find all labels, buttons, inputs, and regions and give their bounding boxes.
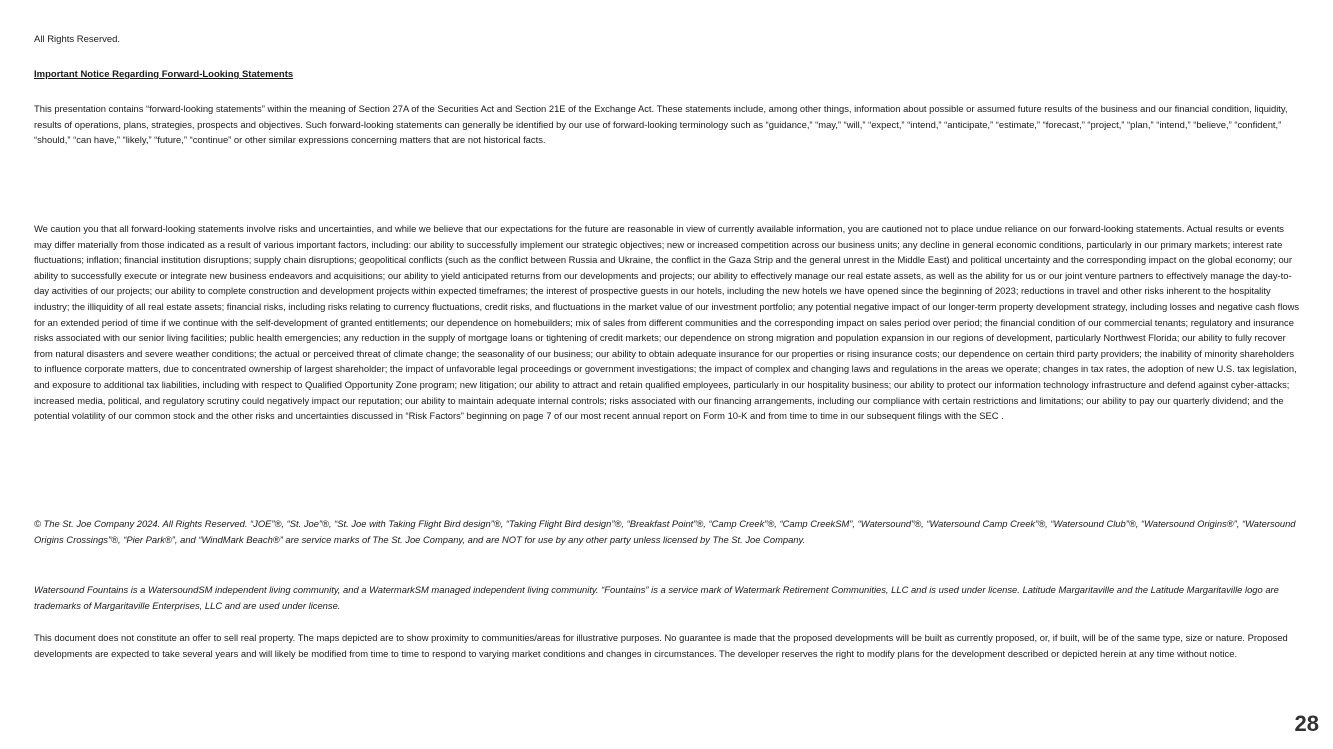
fountains-license-paragraph: Watersound Fountains is a WatersoundSM independent living community, and a WatermarkSM managed independent living community. “Fountains” is a service mark of Watermark Retirement Communities, LLC and is used under license. Latitude Margaritaville and the Latitude Margaritaville logo are trademarks of Margaritaville Enterprises, LLC and are used under license. [34,584,1279,611]
rights-reserved-text: All Rights Reserved. [34,34,121,45]
disclaimer-paragraph: This document does not constitute an offer to sell real property. The maps depicted are to show proximity to communities/areas for illustrative purposes. No guarantee is made that the proposed developments will be built as currently proposed, or, if built, will be of the same type, size or nature. Proposed developments are expected to take several years and will likely be modified from time to time to respond to varying market conditions and changes in circumstances. The developer reserves the right to modify plans for the development described or depicted herein at any time without notice. [34,632,1288,659]
page-number: 28 [1294,711,1319,736]
forward-looking-paragraph: This presentation contains “forward-looking statements” within the meaning of Section 27A of the Securities Act and Section 21E of the Exchange Act. These statements include, among other things, information about possible or assumed future results of the business and our financial condition, liquidity, results of operations, plans, strategies, prospects and objectives. Such forward-looking statements can generally be identified by our use of forward-looking terminology such as “guidance,” “may,” “will,” “expect,” “intend,” “anticipate,” “estimate,” “forecast,” “project,” “plan,” “intend,” “believe,” “confident,” “should,” “can have,” “likely,” “future,” “continue” or other similar expressions concerning matters that are not historical facts. [34,103,1288,146]
forward-looking-heading: Important Notice Regarding Forward-Looking Statements [34,69,294,80]
risks-paragraph: We caution you that all forward-looking statements involve risks and uncertainties, and while we believe that our expectations for the future are reasonable in view of currently available information, you are cautioned not to place undue reliance on our forward-looking statements. Actual results or events may differ materially from those indicated as a result of various important factors, including: our ability to successfully implement our strategic objectives; new or increased competition across our business units; any decline in general economic conditions, particularly in our primary markets; interest rate fluctuations; inflation; financial institution disruptions; supply chain disruptions; geopolitical conflicts (such as the conflict between Russia and Ukraine, the conflict in the Gaza Strip and the general unrest in the Middle East) and political uncertainty and the corresponding impact on the global economy; our ability to successfully execute or integrate new business endeavors and acquisitions; our ability to yield anticipated returns from our developments and projects; our ability to effectively manage our real estate assets, as well as the ability for us or our joint venture partners to effectively manage the day-to-day activities of our projects; our ability to complete construction and development projects within expected timeframes; the interest of prospective guests in our hotels, including the new hotels we have opened since the beginning of 2023; reductions in travel and other risks inherent to the hospitality industry; the illiquidity of all real estate assets; financial risks, including risks relating to currency fluctuations, credit risks, and fluctuations in the market value of our investment portfolio; any potential negative impact of our longer-term property development strategy, including losses and negative cash flows for an extended period of time if we continue with the self-development of granted entitlements; our dependence on homebuilders; mix of sales from different communities and the corresponding impact on sales period over period; the financial condition of our commercial tenants; regulatory and insurance risks associated with our senior living facilities; public health emergencies; any reduction in the supply of mortgage loans or tightening of credit markets; our dependence on strong migration and population expansion in our regions of development, particularly Northwest Florida; our ability to fully recover from natural disasters and severe weather conditions; the actual or perceived threat of climate change; the seasonality of our business; our ability to obtain adequate insurance for our properties or rising insurance costs; our dependence on certain third party providers; the inability of minority shareholders to influence corporate matters, due to concentrated ownership of largest shareholder; the impact of unfavorable legal proceedings or government investigations; the impact of complex and changing laws and regulations in the areas we operate; changes in tax rates, the adoption of new U.S. tax legislation, and exposure to additional tax liabilities, including with respect to Qualified Opportunity Zone program; new litigation; our ability to attract and retain qualified employees, particularly in our hospitality business; our ability to protect our information technology infrastructure and defend against cyber-attacks; increased media, political, and regulatory scrutiny could negatively impact our reputation; our ability to maintain adequate internal controls; risks associated with our financing arrangements, including our compliance with certain restrictions and limitations; our ability to pay our quarterly dividend; and the potential volatility of our common stock and the other risks and uncertainties discussed in “Risk Factors” beginning on page 7 of our most recent annual report on Form 10-K and from time to time in our subsequent filings with the SEC . [34,223,1300,422]
service-marks-paragraph: © The St. Joe Company 2024. All Rights Reserved. “JOE”®, “St. Joe”®, “St. Joe with Taking Flight Bird design”®, “Taking Flight Bird design”®, “Breakfast Point”®, “Camp Creek”®, “Camp CreekSM”, “Watersound”®, “Watersound Camp Creek”®, “Watersound Club”®, “Watersound Origins®”, “Watersound Origins Crossings”®, “Pier Park®”, and “WindMark Beach®” are service marks of The St. Joe Company, and are NOT for use by any other party unless licensed by The St. Joe Company. [34,518,1296,545]
